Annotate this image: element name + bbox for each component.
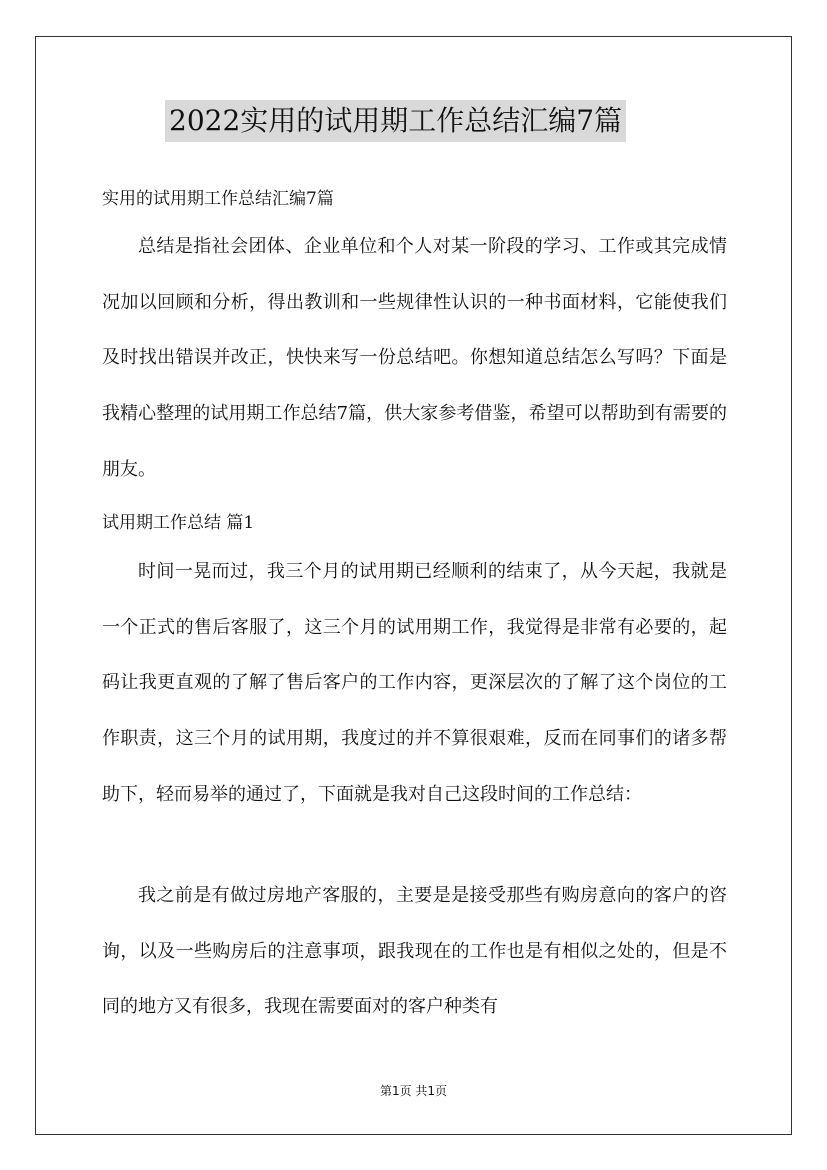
document-title: 2022实用的试用期工作总结汇编7篇 bbox=[165, 100, 626, 142]
document-subtitle: 实用的试用期工作总结汇编7篇 bbox=[102, 189, 334, 209]
section-heading: 试用期工作总结 篇1 bbox=[102, 513, 255, 533]
intro-paragraph: 总结是指社会团体、企业单位和个人对某一阶段的学习、工作或其完成情况加以回顾和分析，得出教训和一些规律性认识的一种书面材料，它能使我们及时找出错误并改正，快快来写一份总结吧。你想知道总结怎么写吗？下面是我精心整理的试用期工作总结7篇，供大家参考借鉴，希望可以帮助到有需要的朋友。 bbox=[102, 236, 727, 480]
body-paragraph-2: 我之前是有做过房地产客服的，主要是是接受那些有购房意向的客户的咨询，以及一些购房后的注意事项，跟我现在的工作也是有相似之处的，但是不同的地方又有很多，我现在需要面对的客户种类有 bbox=[102, 885, 727, 1018]
page-number-footer: 第1页 共1页 bbox=[379, 1084, 448, 1098]
body-paragraph-1: 时间一晃而过，我三个月的试用期已经顺利的结束了，从今天起，我就是一个正式的售后客服了，这三个月的试用期工作，我觉得是非常有必要的，起码让我更直观的了解了售后客户的工作内容，更深层次的了解了这个岗位的工作职责，这三个月的试用期，我度过的并不算很艰难，反而在同事们的诸多帮助下，轻而易举的通过了，下面就是我对自己这段时间的工作总结： bbox=[102, 561, 727, 805]
